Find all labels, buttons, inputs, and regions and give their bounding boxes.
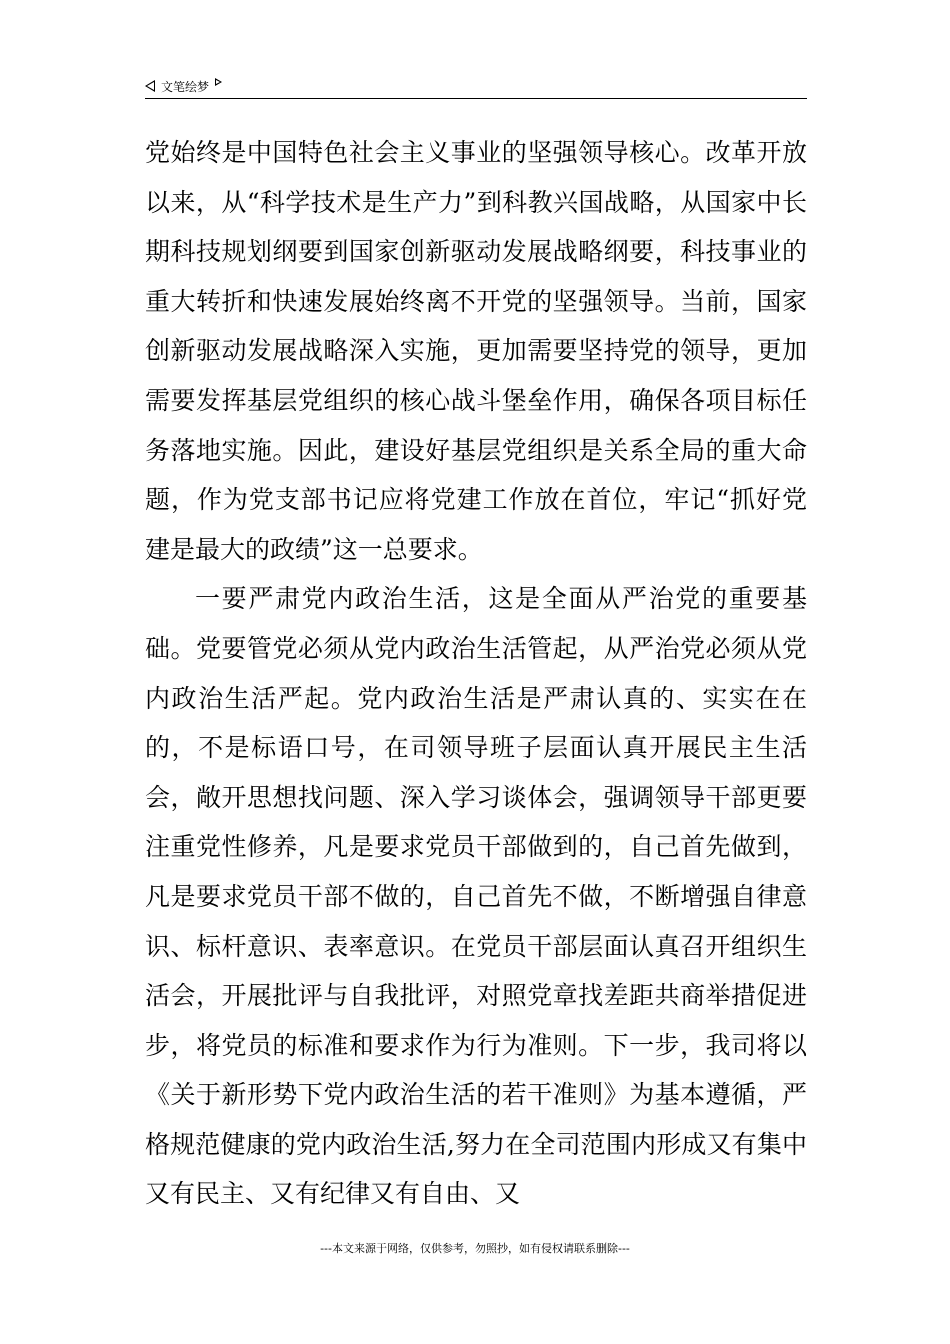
body-paragraph-2: 一要严肃党内政治生活，这是全面从严治党的重要基础。党要管党必须从党内政治生活管起，从严治党必须从党内政治生活严起。党内政治生活是严肃认真的、实实在在的，不是标语口号，在司领导班子层面认真开展民主生活会，敞开思想找问题、深入学习谈体会，强调领导干部更要注重党性修养，凡是要求党员干部做到的，自己首先做到，凡是要求党员干部不做的，自己首先不做，不断增强自律意识、标杆意识、表率意识。在党员干部层面认真召开组织生活会，开展批评与自我批评，对照党章找差距共商举措促进步，将党员的标准和要求作为行为准则。下一步，我司将以《关于新形势下党内政治生活的若干准则》为基本遵循，严格规范健康的党内政治生活,努力在全司范围内形成又有集中又有民主、又有纪律又有自由、又 xyxy=(145,584,807,1209)
footer-disclaimer: ---本文来源于网络，仅供参考，勿照抄，如有侵权请联系删除--- xyxy=(320,1242,630,1255)
header-title: 文笔绘梦 xyxy=(161,79,210,94)
page-header xyxy=(145,74,807,98)
right-triangle-outline-icon xyxy=(215,78,222,86)
body-paragraph-1: 党始终是中国特色社会主义事业的坚强领导核心。改革开放以来，从“科学技术是生产力”到科教兴国战略，从国家中长期科技规划纲要到国家创新驱动发展战略纲要，科技事业的重大转折和快速发展始终离不开党的坚强领导。当前，国家创新驱动发展战略深入实施，更加需要坚持党的领导，更加需要发挥基层党组织的核心战斗堡垒作用，确保各项目标任务落地实施。因此，建设好基层党组织是关系全局的重大命题，作为党支部书记应将党建工作放在首位，牢记“抓好党建是最大的政绩”这一总要求。 xyxy=(145,138,807,564)
left-triangle-outline-icon xyxy=(145,80,155,92)
header-divider xyxy=(145,98,807,99)
document-body xyxy=(145,128,807,1219)
